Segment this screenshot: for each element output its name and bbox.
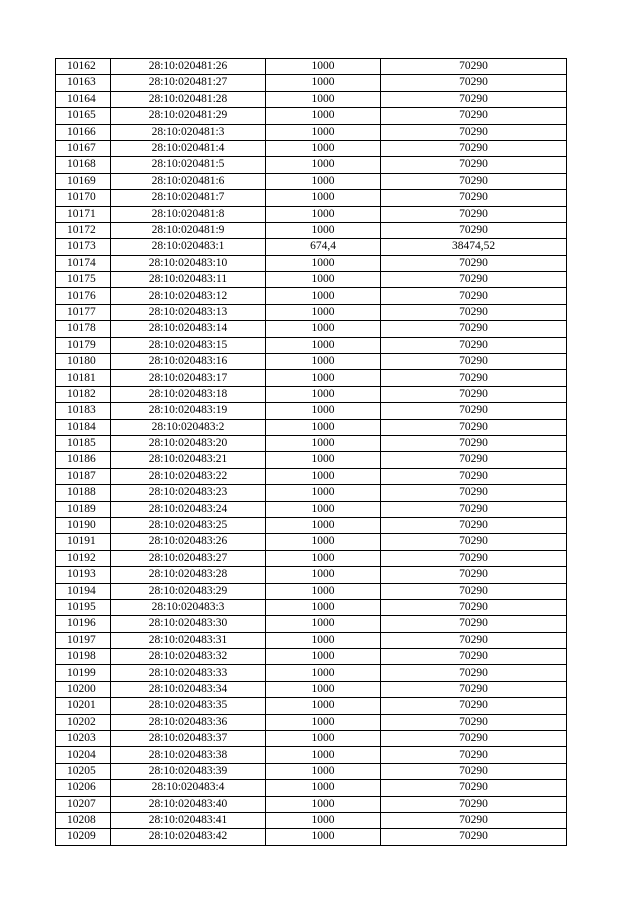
cadastral-value-cell: 70290 [381, 616, 567, 632]
table-row [56, 304, 567, 320]
row-number-cell: 10180 [56, 354, 111, 370]
table-row [56, 272, 567, 288]
cadastral-number-cell: 28:10:020481:7 [111, 190, 266, 206]
table-row [56, 452, 567, 468]
table-row [56, 321, 567, 337]
table-row [56, 386, 567, 402]
table-row [56, 812, 567, 828]
cadastral-value-cell: 70290 [381, 812, 567, 828]
row-number-cell: 10188 [56, 485, 111, 501]
table-row [56, 665, 567, 681]
cadastral-number-cell: 28:10:020483:29 [111, 583, 266, 599]
row-number-cell: 10197 [56, 632, 111, 648]
cadastral-value-cell: 70290 [381, 91, 567, 107]
area-cell: 1000 [266, 386, 381, 402]
cadastral-number-cell: 28:10:020483:1 [111, 239, 266, 255]
area-cell: 1000 [266, 763, 381, 779]
area-cell: 1000 [266, 534, 381, 550]
cadastral-value-cell: 70290 [381, 632, 567, 648]
table-body [56, 59, 567, 846]
area-cell: 1000 [266, 288, 381, 304]
cadastral-value-cell: 70290 [381, 567, 567, 583]
area-cell: 1000 [266, 649, 381, 665]
row-number-cell: 10178 [56, 321, 111, 337]
row-number-cell: 10166 [56, 124, 111, 140]
table-row [56, 501, 567, 517]
cadastral-value-cell: 70290 [381, 272, 567, 288]
cadastral-value-cell: 70290 [381, 649, 567, 665]
cadastral-number-cell: 28:10:020483:14 [111, 321, 266, 337]
cadastral-value-cell: 70290 [381, 714, 567, 730]
cadastral-value-table [55, 58, 567, 846]
row-number-cell: 10185 [56, 435, 111, 451]
cadastral-number-cell: 28:10:020483:40 [111, 796, 266, 812]
cadastral-value-cell: 70290 [381, 386, 567, 402]
cadastral-number-cell: 28:10:020483:3 [111, 599, 266, 615]
area-cell: 1000 [266, 501, 381, 517]
table-row [56, 288, 567, 304]
row-number-cell: 10176 [56, 288, 111, 304]
area-cell: 1000 [266, 419, 381, 435]
cadastral-number-cell: 28:10:020483:33 [111, 665, 266, 681]
cadastral-value-cell: 70290 [381, 321, 567, 337]
cadastral-number-cell: 28:10:020483:18 [111, 386, 266, 402]
cadastral-number-cell: 28:10:020483:30 [111, 616, 266, 632]
area-cell: 1000 [266, 91, 381, 107]
table-row [56, 616, 567, 632]
cadastral-value-cell: 70290 [381, 665, 567, 681]
cadastral-number-cell: 28:10:020481:28 [111, 91, 266, 107]
area-cell: 1000 [266, 206, 381, 222]
cadastral-number-cell: 28:10:020483:16 [111, 354, 266, 370]
area-cell: 1000 [266, 452, 381, 468]
area-cell: 1000 [266, 108, 381, 124]
area-cell: 1000 [266, 222, 381, 238]
cadastral-value-cell: 70290 [381, 337, 567, 353]
row-number-cell: 10190 [56, 517, 111, 533]
cadastral-number-cell: 28:10:020483:12 [111, 288, 266, 304]
cadastral-number-cell: 28:10:020483:28 [111, 567, 266, 583]
cadastral-value-cell: 70290 [381, 550, 567, 566]
cadastral-number-cell: 28:10:020483:20 [111, 435, 266, 451]
cadastral-value-cell: 70290 [381, 124, 567, 140]
area-cell: 1000 [266, 403, 381, 419]
cadastral-value-cell: 70290 [381, 288, 567, 304]
table-row [56, 75, 567, 91]
row-number-cell: 10194 [56, 583, 111, 599]
row-number-cell: 10202 [56, 714, 111, 730]
table-row [56, 583, 567, 599]
area-cell: 1000 [266, 75, 381, 91]
cadastral-value-cell: 70290 [381, 763, 567, 779]
cadastral-number-cell: 28:10:020481:8 [111, 206, 266, 222]
row-number-cell: 10189 [56, 501, 111, 517]
area-cell: 1000 [266, 550, 381, 566]
cadastral-value-cell: 70290 [381, 435, 567, 451]
cadastral-number-cell: 28:10:020483:17 [111, 370, 266, 386]
cadastral-number-cell: 28:10:020483:31 [111, 632, 266, 648]
cadastral-value-cell: 70290 [381, 75, 567, 91]
row-number-cell: 10206 [56, 780, 111, 796]
cadastral-value-cell: 70290 [381, 796, 567, 812]
table-row [56, 649, 567, 665]
table-row [56, 517, 567, 533]
table-row [56, 403, 567, 419]
table-row [56, 255, 567, 271]
cadastral-value-cell: 70290 [381, 747, 567, 763]
area-cell: 1000 [266, 59, 381, 75]
cadastral-value-cell: 70290 [381, 59, 567, 75]
cadastral-value-cell: 70290 [381, 501, 567, 517]
row-number-cell: 10182 [56, 386, 111, 402]
row-number-cell: 10173 [56, 239, 111, 255]
cadastral-number-cell: 28:10:020483:26 [111, 534, 266, 550]
table-row [56, 140, 567, 156]
row-number-cell: 10167 [56, 140, 111, 156]
row-number-cell: 10207 [56, 796, 111, 812]
table-row [56, 419, 567, 435]
row-number-cell: 10177 [56, 304, 111, 320]
area-cell: 1000 [266, 337, 381, 353]
area-cell: 1000 [266, 632, 381, 648]
row-number-cell: 10186 [56, 452, 111, 468]
row-number-cell: 10208 [56, 812, 111, 828]
cadastral-number-cell: 28:10:020483:34 [111, 681, 266, 697]
cadastral-value-cell: 70290 [381, 780, 567, 796]
table-row [56, 632, 567, 648]
table-row [56, 763, 567, 779]
table-row [56, 59, 567, 75]
row-number-cell: 10203 [56, 731, 111, 747]
cadastral-value-cell: 70290 [381, 452, 567, 468]
cadastral-number-cell: 28:10:020483:19 [111, 403, 266, 419]
row-number-cell: 10170 [56, 190, 111, 206]
area-cell: 1000 [266, 714, 381, 730]
row-number-cell: 10196 [56, 616, 111, 632]
table-row [56, 567, 567, 583]
cadastral-value-cell: 70290 [381, 222, 567, 238]
cadastral-number-cell: 28:10:020481:3 [111, 124, 266, 140]
table-row [56, 534, 567, 550]
cadastral-number-cell: 28:10:020483:4 [111, 780, 266, 796]
cadastral-value-cell: 70290 [381, 731, 567, 747]
cadastral-number-cell: 28:10:020481:27 [111, 75, 266, 91]
table-row [56, 550, 567, 566]
cadastral-number-cell: 28:10:020483:2 [111, 419, 266, 435]
cadastral-number-cell: 28:10:020483:32 [111, 649, 266, 665]
row-number-cell: 10192 [56, 550, 111, 566]
cadastral-number-cell: 28:10:020483:41 [111, 812, 266, 828]
cadastral-value-cell: 70290 [381, 517, 567, 533]
table-row [56, 681, 567, 697]
cadastral-number-cell: 28:10:020483:27 [111, 550, 266, 566]
area-cell: 1000 [266, 747, 381, 763]
cadastral-number-cell: 28:10:020483:35 [111, 698, 266, 714]
row-number-cell: 10184 [56, 419, 111, 435]
cadastral-number-cell: 28:10:020483:39 [111, 763, 266, 779]
table-row [56, 206, 567, 222]
table-row [56, 354, 567, 370]
cadastral-number-cell: 28:10:020483:38 [111, 747, 266, 763]
area-cell: 1000 [266, 681, 381, 697]
row-number-cell: 10205 [56, 763, 111, 779]
table-row [56, 829, 567, 845]
cadastral-value-cell: 70290 [381, 403, 567, 419]
area-cell: 1000 [266, 665, 381, 681]
row-number-cell: 10165 [56, 108, 111, 124]
area-cell: 1000 [266, 140, 381, 156]
row-number-cell: 10195 [56, 599, 111, 615]
cadastral-value-cell: 70290 [381, 304, 567, 320]
area-cell: 1000 [266, 321, 381, 337]
area-cell: 1000 [266, 173, 381, 189]
row-number-cell: 10191 [56, 534, 111, 550]
table-row [56, 698, 567, 714]
row-number-cell: 10164 [56, 91, 111, 107]
cadastral-number-cell: 28:10:020481:29 [111, 108, 266, 124]
table-row [56, 124, 567, 140]
table-row [56, 435, 567, 451]
area-cell: 1000 [266, 583, 381, 599]
row-number-cell: 10162 [56, 59, 111, 75]
row-number-cell: 10187 [56, 468, 111, 484]
cadastral-value-cell: 70290 [381, 157, 567, 173]
cadastral-value-cell: 38474,52 [381, 239, 567, 255]
row-number-cell: 10168 [56, 157, 111, 173]
cadastral-number-cell: 28:10:020483:42 [111, 829, 266, 845]
table-row [56, 780, 567, 796]
row-number-cell: 10201 [56, 698, 111, 714]
table-row [56, 337, 567, 353]
area-cell: 1000 [266, 468, 381, 484]
cadastral-value-cell: 70290 [381, 698, 567, 714]
cadastral-value-cell: 70290 [381, 190, 567, 206]
table-row [56, 222, 567, 238]
row-number-cell: 10172 [56, 222, 111, 238]
area-cell: 1000 [266, 304, 381, 320]
area-cell: 1000 [266, 812, 381, 828]
area-cell: 1000 [266, 354, 381, 370]
area-cell: 1000 [266, 435, 381, 451]
cadastral-value-cell: 70290 [381, 370, 567, 386]
row-number-cell: 10200 [56, 681, 111, 697]
cadastral-number-cell: 28:10:020483:10 [111, 255, 266, 271]
row-number-cell: 10183 [56, 403, 111, 419]
cadastral-value-cell: 70290 [381, 419, 567, 435]
cadastral-number-cell: 28:10:020483:11 [111, 272, 266, 288]
area-cell: 1000 [266, 255, 381, 271]
row-number-cell: 10169 [56, 173, 111, 189]
area-cell: 1000 [266, 157, 381, 173]
cadastral-value-cell: 70290 [381, 681, 567, 697]
row-number-cell: 10209 [56, 829, 111, 845]
cadastral-number-cell: 28:10:020483:23 [111, 485, 266, 501]
table-row [56, 190, 567, 206]
cadastral-number-cell: 28:10:020481:6 [111, 173, 266, 189]
area-cell: 1000 [266, 124, 381, 140]
row-number-cell: 10174 [56, 255, 111, 271]
table-row [56, 485, 567, 501]
cadastral-number-cell: 28:10:020483:37 [111, 731, 266, 747]
table-row [56, 91, 567, 107]
area-cell: 674,4 [266, 239, 381, 255]
area-cell: 1000 [266, 599, 381, 615]
cadastral-value-cell: 70290 [381, 829, 567, 845]
area-cell: 1000 [266, 731, 381, 747]
row-number-cell: 10198 [56, 649, 111, 665]
row-number-cell: 10179 [56, 337, 111, 353]
cadastral-value-cell: 70290 [381, 599, 567, 615]
table-row [56, 173, 567, 189]
cadastral-number-cell: 28:10:020481:4 [111, 140, 266, 156]
area-cell: 1000 [266, 698, 381, 714]
row-number-cell: 10204 [56, 747, 111, 763]
area-cell: 1000 [266, 616, 381, 632]
row-number-cell: 10163 [56, 75, 111, 91]
table-row [56, 468, 567, 484]
row-number-cell: 10181 [56, 370, 111, 386]
cadastral-number-cell: 28:10:020483:25 [111, 517, 266, 533]
row-number-cell: 10171 [56, 206, 111, 222]
table-row [56, 108, 567, 124]
cadastral-value-cell: 70290 [381, 485, 567, 501]
cadastral-number-cell: 28:10:020481:5 [111, 157, 266, 173]
table-row [56, 747, 567, 763]
area-cell: 1000 [266, 780, 381, 796]
cadastral-value-cell: 70290 [381, 468, 567, 484]
row-number-cell: 10199 [56, 665, 111, 681]
cadastral-number-cell: 28:10:020483:36 [111, 714, 266, 730]
area-cell: 1000 [266, 517, 381, 533]
area-cell: 1000 [266, 567, 381, 583]
table-row [56, 370, 567, 386]
area-cell: 1000 [266, 190, 381, 206]
cadastral-value-cell: 70290 [381, 354, 567, 370]
cadastral-value-cell: 70290 [381, 108, 567, 124]
row-number-cell: 10175 [56, 272, 111, 288]
area-cell: 1000 [266, 829, 381, 845]
cadastral-number-cell: 28:10:020483:21 [111, 452, 266, 468]
table-row [56, 239, 567, 255]
cadastral-number-cell: 28:10:020481:26 [111, 59, 266, 75]
cadastral-number-cell: 28:10:020483:22 [111, 468, 266, 484]
cadastral-number-cell: 28:10:020483:13 [111, 304, 266, 320]
cadastral-number-cell: 28:10:020483:15 [111, 337, 266, 353]
area-cell: 1000 [266, 485, 381, 501]
table-row [56, 796, 567, 812]
area-cell: 1000 [266, 370, 381, 386]
table-row [56, 731, 567, 747]
row-number-cell: 10193 [56, 567, 111, 583]
area-cell: 1000 [266, 796, 381, 812]
cadastral-value-cell: 70290 [381, 173, 567, 189]
table-row [56, 157, 567, 173]
cadastral-value-cell: 70290 [381, 583, 567, 599]
table-row [56, 714, 567, 730]
cadastral-value-cell: 70290 [381, 255, 567, 271]
cadastral-value-cell: 70290 [381, 140, 567, 156]
cadastral-number-cell: 28:10:020481:9 [111, 222, 266, 238]
area-cell: 1000 [266, 272, 381, 288]
cadastral-number-cell: 28:10:020483:24 [111, 501, 266, 517]
table-row [56, 599, 567, 615]
cadastral-value-cell: 70290 [381, 206, 567, 222]
cadastral-value-cell: 70290 [381, 534, 567, 550]
